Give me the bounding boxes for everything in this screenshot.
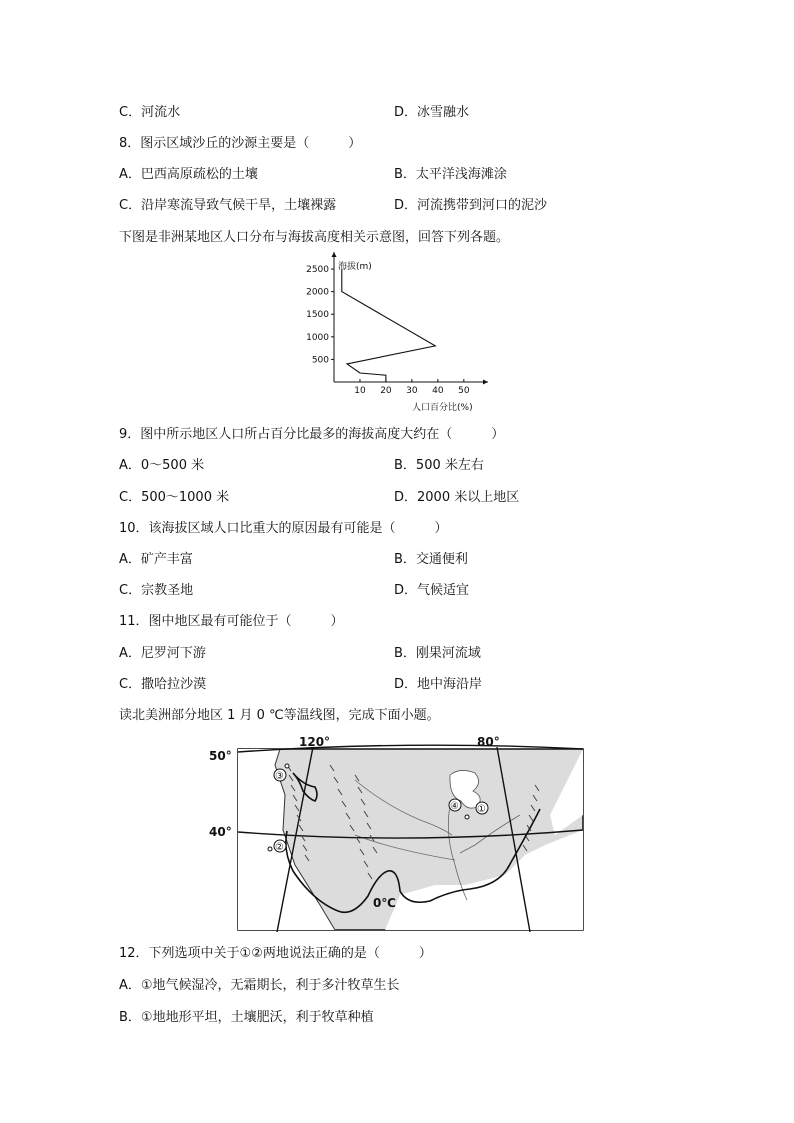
chart-y-axis-label: 海拔(m)	[338, 262, 372, 272]
q10-option-b: B．交通便利	[394, 552, 468, 567]
lon-label-80: 80°	[477, 735, 500, 749]
q9-option-c: C．500～1000 米	[119, 490, 230, 505]
lat-label-40: 40°	[209, 825, 232, 839]
q12-stem: 12．下列选项中关于①②两地说法正确的是（ ）	[119, 946, 432, 961]
q10-stem: 10．该海拔区域人口比重大的原因最有可能是（ ）	[119, 521, 448, 536]
chart-series-line	[342, 269, 436, 382]
chart-x-tick-label: 20	[380, 386, 392, 396]
marker-2-label: ②	[275, 842, 284, 853]
altitude-population-chart	[290, 252, 490, 414]
chart-y-tick-label: 1500	[306, 310, 329, 321]
chart-y-tick-label: 1000	[306, 332, 329, 343]
q7-option-d: D．冰雪融水	[394, 105, 470, 120]
q8-option-d: D．河流携带到河口的泥沙	[394, 198, 548, 213]
lon-label-120: 120°	[299, 735, 331, 749]
q8-option-b: B．太平洋浅海滩涂	[394, 167, 507, 182]
q11-option-b: B．刚果河流域	[394, 646, 481, 661]
q10-option-d: D．气候适宜	[394, 583, 470, 598]
q9-stem: 9．图中所示地区人口所占百分比最多的海拔高度大约在（ ）	[119, 427, 505, 442]
chart-y-tick-label: 500	[311, 355, 329, 366]
q9-option-a: A．0～500 米	[119, 458, 205, 473]
chart-y-tick-label: 2500	[306, 265, 329, 276]
chart-x-arrow	[483, 380, 488, 385]
q10-option-a: A．矿产丰富	[119, 552, 193, 567]
chart-x-tick-label: 10	[354, 386, 366, 396]
chart-ticks	[306, 265, 470, 396]
chart-x-tick-label: 50	[458, 386, 470, 396]
intro-9-11: 下图是非洲某地区人口分布与海拔高度相关示意图，回答下列各题。	[119, 230, 510, 245]
isotherm-label: 0℃	[373, 896, 396, 910]
chart-y-tick-label: 2000	[306, 287, 329, 298]
q11-stem: 11．图中地区最有可能位于（ ）	[119, 614, 344, 629]
q8-stem: 8．图示区域沙丘的沙源主要是（ ）	[119, 136, 362, 151]
chart-y-arrow	[332, 252, 337, 257]
q11-option-c: C．撒哈拉沙漠	[119, 677, 207, 692]
q9-option-d: D．2000 米以上地区	[394, 490, 520, 505]
chart-x-axis-label: 人口百分比(%)	[412, 403, 473, 413]
marker-3-label: ③	[275, 771, 284, 782]
north-america-isotherm-map	[205, 735, 590, 935]
chart-x-tick-label: 30	[406, 386, 418, 396]
q8-option-a: A．巴西高原疏松的土壤	[119, 167, 258, 182]
chart-series	[342, 269, 436, 382]
lat-label-50: 50°	[209, 749, 232, 763]
q12-option-b: B．①地地形平坦，土壤肥沃，利于牧草种植	[119, 1010, 374, 1025]
q8-option-c: C．沿岸寒流导致气候干旱，土壤裸露	[119, 198, 337, 213]
marker-1-label: ①	[477, 804, 486, 815]
chart-x-tick-label: 40	[432, 386, 444, 396]
q11-option-a: A．尼罗河下游	[119, 646, 206, 661]
q10-option-c: C．宗教圣地	[119, 583, 194, 598]
intro-12: 读北美洲部分地区 1 月 0 ℃等温线图，完成下面小题。	[119, 708, 440, 723]
marker-4-label: ④	[450, 801, 459, 812]
q12-option-a: A．①地气候湿冷，无霜期长，利于多汁牧草生长	[119, 978, 400, 993]
q11-option-d: D．地中海沿岸	[394, 677, 483, 692]
q7-option-c: C．河流水	[119, 105, 181, 120]
q9-option-b: B．500 米左右	[394, 458, 484, 473]
